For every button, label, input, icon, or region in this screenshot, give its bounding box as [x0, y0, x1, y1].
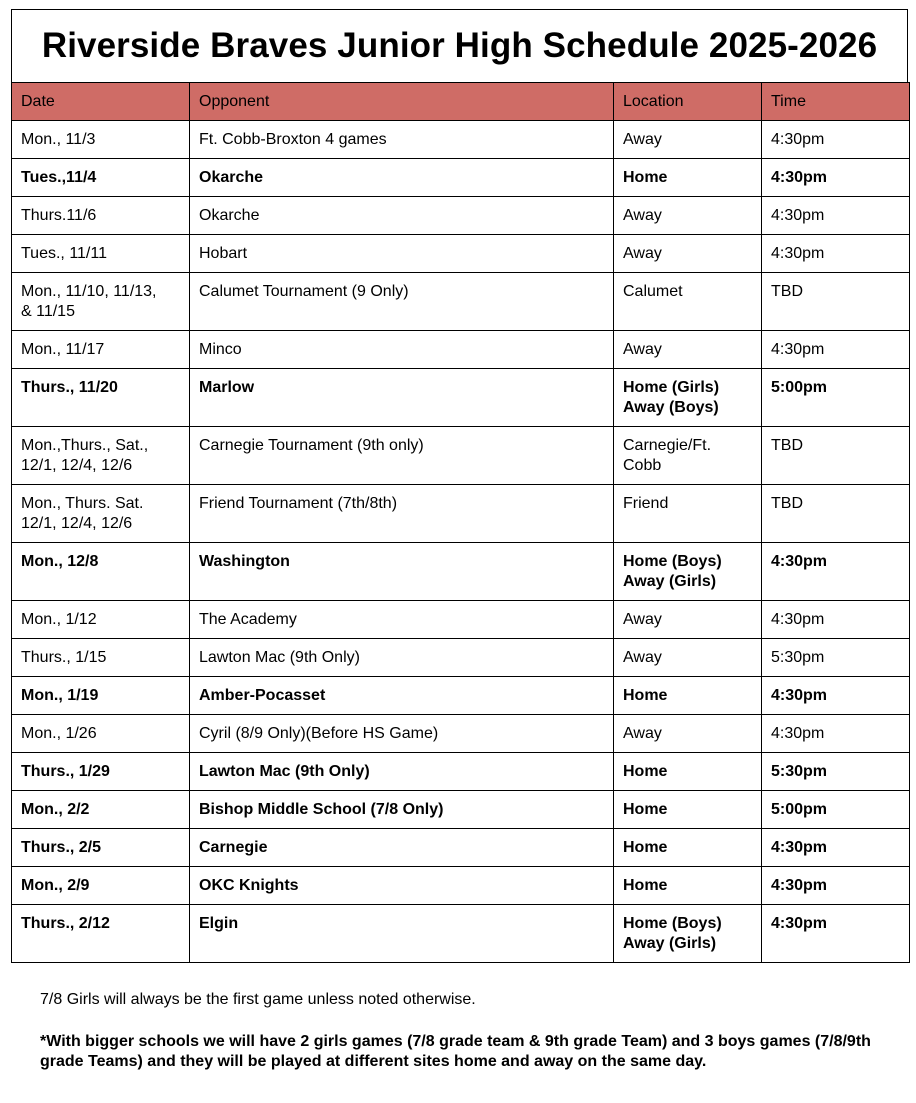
table-row: [12, 427, 910, 485]
opponent-cell: Lawton Mac (9th Only): [190, 639, 614, 677]
time-cell: 5:30pm: [762, 753, 910, 791]
opponent-cell: Amber-Pocasset: [190, 677, 614, 715]
date-cell: Mon., 1/26: [12, 715, 190, 753]
column-header-date: Date: [12, 83, 190, 121]
date-cell: Mon., 12/8: [12, 543, 190, 601]
time-cell: 4:30pm: [762, 677, 910, 715]
date-cell: Mon., 1/12: [12, 601, 190, 639]
opponent-cell: Friend Tournament (7th/8th): [190, 485, 614, 543]
header-row: [12, 83, 910, 121]
time-cell: 4:30pm: [762, 715, 910, 753]
table-row: [12, 273, 910, 331]
opponent-cell: Carnegie Tournament (9th only): [190, 427, 614, 485]
location-cell: Home (Girls) Away (Boys): [614, 369, 762, 427]
time-cell: 5:30pm: [762, 639, 910, 677]
table-row: [12, 753, 910, 791]
opponent-cell: Cyril (8/9 Only)(Before HS Game): [190, 715, 614, 753]
location-cell: Home: [614, 867, 762, 905]
time-cell: 4:30pm: [762, 235, 910, 273]
table-row: [12, 235, 910, 273]
location-cell: Away: [614, 331, 762, 369]
date-cell: Mon.,Thurs., Sat., 12/1, 12/4, 12/6: [12, 427, 190, 485]
page-title: Riverside Braves Junior High Schedule 2025-2026: [41, 26, 878, 65]
table-row: [12, 197, 910, 235]
opponent-cell: Washington: [190, 543, 614, 601]
location-cell: Home: [614, 829, 762, 867]
opponent-cell: OKC Knights: [190, 867, 614, 905]
date-cell: Thurs., 2/12: [12, 905, 190, 963]
date-cell: Tues.,11/4: [12, 159, 190, 197]
table-row: [12, 331, 910, 369]
location-cell: Away: [614, 197, 762, 235]
date-cell: Thurs.11/6: [12, 197, 190, 235]
location-cell: Away: [614, 601, 762, 639]
opponent-cell: Carnegie: [190, 829, 614, 867]
time-cell: 4:30pm: [762, 197, 910, 235]
time-cell: TBD: [762, 427, 910, 485]
location-cell: Away: [614, 715, 762, 753]
opponent-cell: Elgin: [190, 905, 614, 963]
location-cell: Away: [614, 639, 762, 677]
date-cell: Mon., 11/10, 11/13, & 11/15: [12, 273, 190, 331]
location-cell: Away: [614, 235, 762, 273]
location-cell: Home: [614, 677, 762, 715]
time-cell: TBD: [762, 273, 910, 331]
opponent-cell: Hobart: [190, 235, 614, 273]
date-cell: Mon., 11/3: [12, 121, 190, 159]
column-header-time: Time: [762, 83, 910, 121]
time-cell: 4:30pm: [762, 331, 910, 369]
note-first-game: 7/8 Girls will always be the first game unless noted otherwise.: [40, 991, 476, 1008]
table-row: [12, 369, 910, 427]
opponent-cell: Minco: [190, 331, 614, 369]
time-cell: 4:30pm: [762, 829, 910, 867]
location-cell: Away: [614, 121, 762, 159]
opponent-cell: Okarche: [190, 159, 614, 197]
table-row: [12, 485, 910, 543]
table-row: [12, 601, 910, 639]
table-row: [12, 677, 910, 715]
date-cell: Thurs., 1/29: [12, 753, 190, 791]
date-cell: Mon., Thurs. Sat. 12/1, 12/4, 12/6: [12, 485, 190, 543]
location-cell: Home: [614, 753, 762, 791]
table-row: [12, 639, 910, 677]
column-header-location: Location: [614, 83, 762, 121]
date-cell: Thurs., 1/15: [12, 639, 190, 677]
column-header-opponent: Opponent: [190, 83, 614, 121]
time-cell: 4:30pm: [762, 601, 910, 639]
date-cell: Mon., 2/9: [12, 867, 190, 905]
table-row: [12, 159, 910, 197]
location-cell: Home: [614, 791, 762, 829]
table-row: [12, 791, 910, 829]
location-cell: Home: [614, 159, 762, 197]
table-row: [12, 121, 910, 159]
location-cell: Calumet: [614, 273, 762, 331]
opponent-cell: Okarche: [190, 197, 614, 235]
notes: [40, 990, 900, 1072]
time-cell: 4:30pm: [762, 543, 910, 601]
title-box: [11, 9, 908, 82]
date-cell: Thurs., 2/5: [12, 829, 190, 867]
opponent-cell: The Academy: [190, 601, 614, 639]
schedule-table: [11, 82, 910, 963]
time-cell: 4:30pm: [762, 121, 910, 159]
time-cell: 4:30pm: [762, 867, 910, 905]
date-cell: Mon., 2/2: [12, 791, 190, 829]
location-cell: Home (Boys) Away (Girls): [614, 905, 762, 963]
opponent-cell: Lawton Mac (9th Only): [190, 753, 614, 791]
time-cell: 5:00pm: [762, 791, 910, 829]
table-row: [12, 867, 910, 905]
date-cell: Mon., 11/17: [12, 331, 190, 369]
opponent-cell: Ft. Cobb-Broxton 4 games: [190, 121, 614, 159]
time-cell: 4:30pm: [762, 159, 910, 197]
date-cell: Thurs., 11/20: [12, 369, 190, 427]
time-cell: 5:00pm: [762, 369, 910, 427]
table-row: [12, 715, 910, 753]
date-cell: Mon., 1/19: [12, 677, 190, 715]
time-cell: TBD: [762, 485, 910, 543]
opponent-cell: Marlow: [190, 369, 614, 427]
opponent-cell: Calumet Tournament (9 Only): [190, 273, 614, 331]
location-cell: Carnegie/Ft. Cobb: [614, 427, 762, 485]
opponent-cell: Bishop Middle School (7/8 Only): [190, 791, 614, 829]
table-row: [12, 905, 910, 963]
time-cell: 4:30pm: [762, 905, 910, 963]
note-bigger-schools: *With bigger schools we will have 2 girls games (7/8 grade team & 9th grade Team) and 3 boys games (7/8/9th grade Teams) and they will be played at different sites home and away on the same day.: [40, 1033, 871, 1070]
table-row: [12, 829, 910, 867]
date-cell: Tues., 11/11: [12, 235, 190, 273]
table-row: [12, 543, 910, 601]
location-cell: Friend: [614, 485, 762, 543]
location-cell: Home (Boys) Away (Girls): [614, 543, 762, 601]
